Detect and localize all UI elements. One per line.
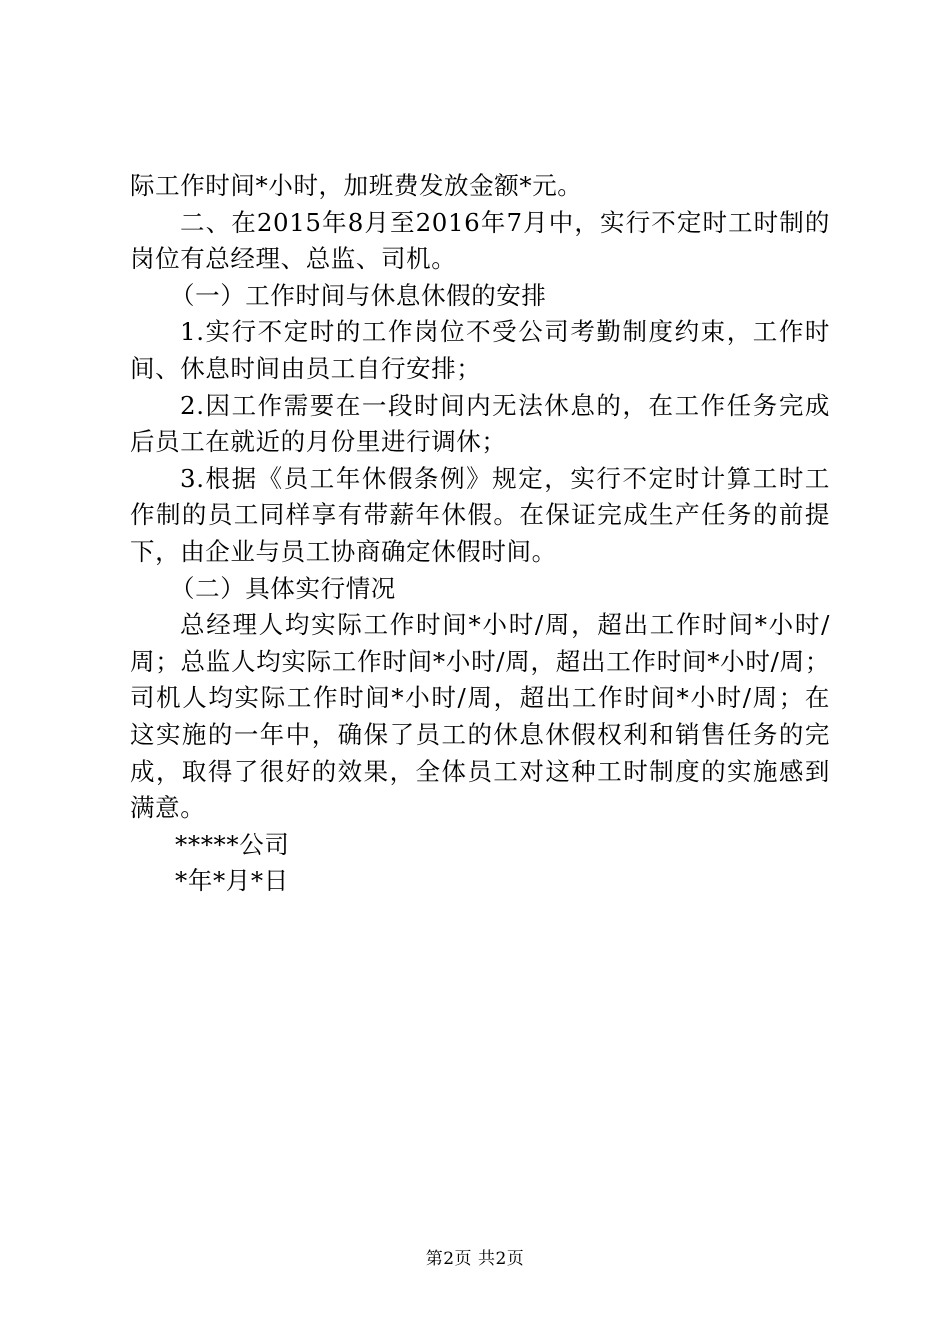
section-heading: （一）工作时间与休息休假的安排 [170, 280, 547, 310]
document-body [130, 168, 830, 900]
page-footer: 第2页 共2页 [425, 1249, 525, 1269]
paragraph-line: 2.因工作需要在一段时间内无法休息的，在工作任务完成 [180, 390, 830, 420]
paragraph-line: 周；总监人均实际工作时间*小时/周，超出工作时间*小时/周； [130, 646, 830, 676]
signature-date: *年*月*日 [175, 866, 289, 896]
paragraph-line: 1.实行不定时的工作岗位不受公司考勤制度约束，工作时 [180, 317, 830, 347]
paragraph-line: 岗位有总经理、总监、司机。 [130, 244, 457, 274]
paragraph-line: 二、在2015年8月至2016年7月中，实行不定时工时制的 [180, 207, 830, 237]
paragraph-line: 3.根据《员工年休假条例》规定，实行不定时计算工时工 [180, 463, 830, 493]
paragraph-line: 满意。 [130, 793, 206, 823]
paragraph-line: 作制的员工同样享有带薪年休假。在保证完成生产任务的前提 [130, 500, 830, 530]
signature-company: *****公司 [175, 829, 290, 859]
paragraph-line: 总经理人均实际工作时间*小时/周，超出工作时间*小时/ [180, 610, 830, 640]
paragraph-line: 后员工在就近的月份里进行调休； [130, 427, 507, 457]
paragraph-line: 司机人均实际工作时间*小时/周，超出工作时间*小时/周；在 [130, 683, 830, 713]
section-heading: （二）具体实行情况 [170, 573, 396, 603]
paragraph-line: 间、休息时间由员工自行安排； [130, 353, 482, 383]
paragraph-line: 下，由企业与员工协商确定休假时间。 [130, 536, 557, 566]
paragraph-line: 这实施的一年中，确保了员工的休息休假权利和销售任务的完 [130, 719, 830, 749]
paragraph-line: 际工作时间*小时，加班费发放金额*元。 [130, 171, 583, 200]
paragraph-line: 成，取得了很好的效果，全体员工对这种工时制度的实施感到 [130, 756, 830, 786]
